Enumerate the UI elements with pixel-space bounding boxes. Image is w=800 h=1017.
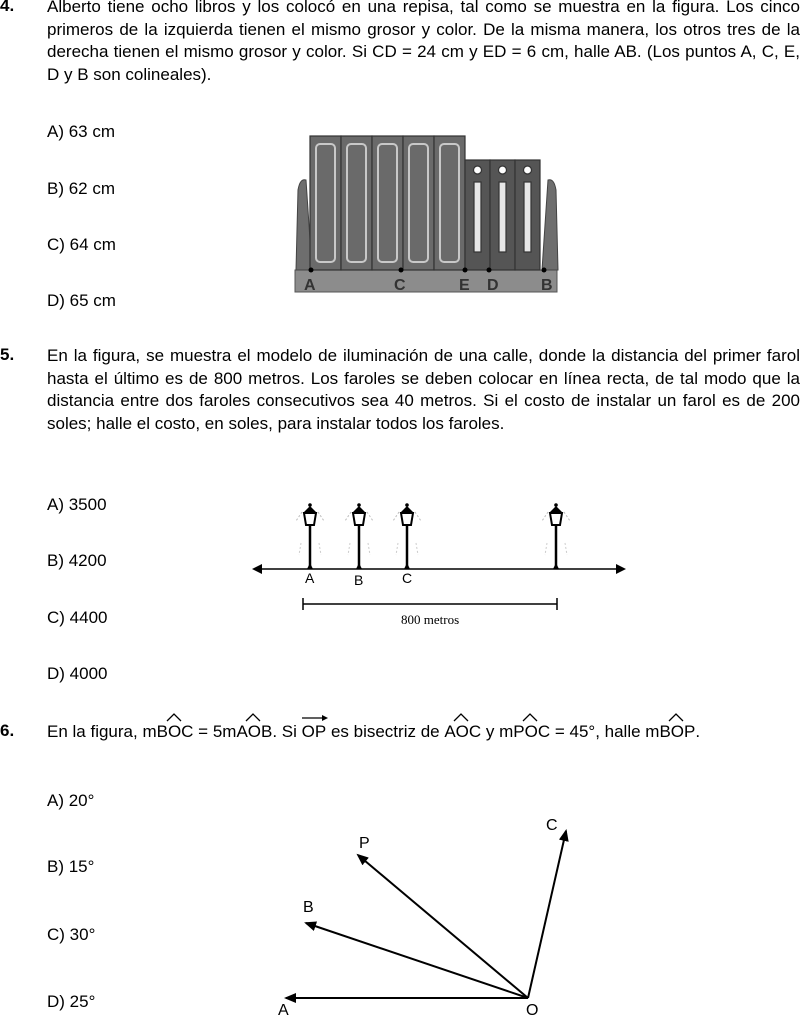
q6-option-a[interactable]: A) 20° (47, 791, 95, 810)
q4-option-b[interactable]: B) 62 cm (47, 179, 116, 198)
label-b: B (354, 572, 364, 588)
q6-text-6: = 45°, halle m (550, 722, 660, 741)
angle-aoc: AOC (444, 721, 481, 744)
question-4-number: 4. (0, 0, 15, 15)
point-e (463, 268, 468, 273)
question-4-text: Alberto tiene ocho libros y los colocó en una repisa, tal como se muestra en la figura. Los cinco primeros de la izquierda tienen el mismo grosor y color. De la misma manera, los otros tres de la derecha tienen el mismo grosor y color. Si CD = 24 cm y ED = 6 cm, halle AB. (Los puntos A, C, E, D y B son colineales). (47, 0, 800, 84)
q5-option-b[interactable]: B) 4200 (47, 551, 107, 570)
left-arrow-icon (252, 564, 262, 574)
q5-option-d[interactable]: D) 4000 (47, 664, 108, 683)
label-e: E (459, 277, 470, 294)
small-books (465, 160, 540, 270)
q4-option-d[interactable]: D) 65 cm (47, 291, 116, 310)
ray-op (358, 855, 528, 998)
label-a: A (278, 1002, 289, 1017)
ray-op: OP (302, 721, 327, 744)
distance-label: 800 metros (401, 612, 460, 627)
q6-text-5: y m (481, 722, 514, 741)
label-b: B (541, 277, 553, 294)
lamp-a (296, 503, 324, 569)
question-6-number: 6. (0, 721, 15, 740)
q6-option-b[interactable]: B) 15° (47, 857, 95, 876)
point-a (309, 268, 314, 273)
angle-hat-icon (668, 713, 684, 721)
q4-option-a[interactable]: A) 63 cm (47, 122, 116, 141)
label-d: D (487, 277, 499, 294)
label-b: B (303, 899, 314, 916)
label-c: C (402, 570, 413, 586)
point-c (399, 268, 404, 273)
question-5-number: 5. (0, 345, 15, 364)
label-a: A (305, 570, 315, 586)
point-b (542, 268, 547, 273)
label-c: C (394, 277, 406, 294)
q4-option-c[interactable]: C) 64 cm (47, 235, 116, 254)
ray-oc (528, 831, 566, 998)
q6-option-d[interactable]: D) 25° (47, 992, 96, 1011)
right-bookend (542, 180, 558, 270)
label-p: P (359, 835, 370, 852)
angle-bop: BOP (659, 721, 695, 744)
q6-text-3: . Si (272, 722, 302, 741)
angle-hat-icon (166, 713, 182, 721)
label-o: O (526, 1002, 539, 1017)
angle-aob: AOB (236, 721, 272, 744)
question-6-text (47, 721, 800, 744)
q6-text-2: = 5m (193, 722, 237, 741)
angle-hat-icon (245, 713, 261, 721)
angle-hat-icon (522, 713, 538, 721)
bookshelf-figure (290, 130, 560, 300)
big-books (310, 136, 465, 270)
vector-arrow-icon (302, 714, 328, 722)
point-d (487, 268, 492, 273)
q6-text-7: . (695, 722, 701, 741)
label-a: A (304, 277, 316, 294)
question-5-text: En la figura, se muestra el modelo de iluminación de una calle, donde la distancia del primer farol hasta el último es de 800 metros. Los faroles se deben colocar en línea recta, de tal modo que la distancia entre dos faroles consecutivos sea 40 metros. Si el costo de instalar un farol es de 200 soles; halle el costo, en soles, para instalar todos los faroles. (47, 346, 800, 433)
ray-ob (306, 923, 528, 998)
lamp-c (393, 503, 421, 569)
angle-poc: POC (513, 721, 550, 744)
lamp-last (542, 503, 570, 569)
street-lamps-figure (250, 500, 630, 630)
q6-option-c[interactable]: C) 30° (47, 925, 96, 944)
lamp-b (345, 503, 373, 569)
shelf (295, 270, 557, 292)
right-arrow-icon (616, 564, 626, 574)
q6-text-4: es bisectriz de (326, 722, 445, 741)
label-c: C (546, 817, 558, 834)
q5-option-a[interactable]: A) 3500 (47, 495, 107, 514)
angles-figure (270, 810, 590, 1017)
angle-hat-icon (453, 713, 469, 721)
q6-text-1: En la figura, m (47, 722, 157, 741)
q5-option-c[interactable]: C) 4400 (47, 608, 108, 627)
angle-boc: BOC (157, 721, 194, 744)
